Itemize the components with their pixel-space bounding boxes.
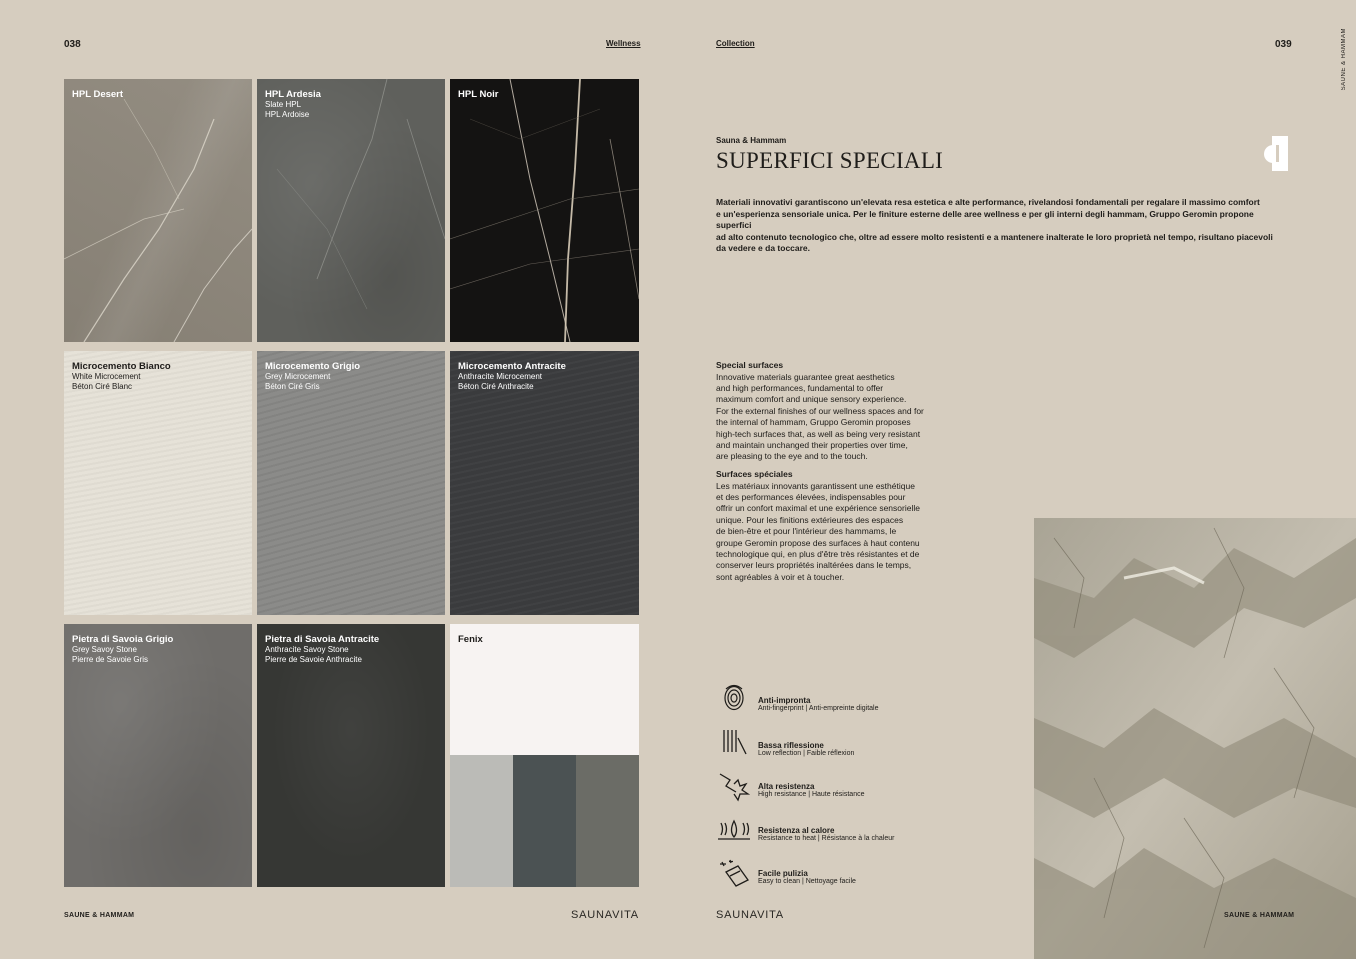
swatch-label bbox=[72, 362, 171, 392]
swatch-title: Microcemento Grigio bbox=[265, 361, 361, 372]
swatch-sub-fr: Béton Ciré Anthracite bbox=[458, 382, 534, 391]
low-reflection-icon bbox=[716, 728, 752, 760]
swatch-title: HPL Desert bbox=[72, 89, 124, 100]
feature-subtitle: Resistance to heat | Résistance à la chaleur bbox=[758, 835, 895, 842]
feature-heat-resistance bbox=[716, 815, 976, 849]
brand-logo-right: SAUNAVITA bbox=[716, 909, 784, 921]
swatch-sub-fr: Béton Ciré Gris bbox=[265, 382, 320, 391]
brand-logo-left: SAUNAVITA bbox=[571, 909, 639, 921]
english-paragraph bbox=[716, 372, 938, 463]
wellness-link[interactable]: Wellness bbox=[606, 39, 641, 48]
feature-title: Facile pulizia bbox=[758, 869, 808, 878]
swatch-sub-en: Slate HPL bbox=[265, 100, 302, 109]
feature-title: Bassa riflessione bbox=[758, 741, 824, 750]
fenix-color-dark-slate bbox=[513, 755, 576, 887]
swatch-title: Pietra di Savoia Grigio bbox=[72, 634, 174, 645]
footer-label-left: SAUNE & HAMMAM bbox=[64, 912, 135, 919]
swatch-sub-en: Grey Microcement bbox=[265, 372, 331, 381]
swatch-label bbox=[265, 635, 379, 665]
para-line: de bien-être et pour l'intérieur des hammams, le bbox=[716, 526, 897, 537]
swatch-sub-fr: Pierre de Savoie Gris bbox=[72, 655, 149, 664]
intro-line: Materiali innovativi garantiscono un'elevata resa estetica e alte performance, rivelandosi fondamentali per regalare il massimo comfort bbox=[716, 197, 1260, 207]
swatch-microcemento-grigio bbox=[257, 351, 445, 615]
page-number-left: 038 bbox=[64, 39, 81, 50]
feature-subtitle: Easy to clean | Nettoyage facile bbox=[758, 878, 856, 885]
section-kicker: Sauna & Hammam bbox=[716, 136, 787, 145]
swatch-hpl-noir bbox=[450, 79, 639, 342]
swatch-sub-en: Anthracite Microcement bbox=[458, 372, 543, 381]
collection-link[interactable]: Collection bbox=[716, 39, 755, 48]
fenix-color-olive-grey bbox=[576, 755, 639, 887]
swatch-title: Pietra di Savoia Antracite bbox=[265, 634, 380, 645]
swatch-hpl-desert bbox=[64, 79, 252, 342]
intro-line: da vedere e da toccare. bbox=[716, 243, 811, 253]
feature-easy-clean bbox=[716, 858, 976, 892]
fenix-color-light-grey bbox=[450, 755, 513, 887]
para-line: conserver leurs propriétés inaltérées dans le temps, bbox=[716, 560, 912, 571]
feature-title: Anti-impronta bbox=[758, 696, 811, 705]
feature-low-reflection bbox=[716, 728, 976, 762]
swatch-pietra-savoia-antracite bbox=[257, 624, 445, 887]
feature-title: Alta resistenza bbox=[758, 782, 815, 791]
para-line: and maintain unchanged their properties over time, bbox=[716, 439, 908, 450]
feature-title: Resistenza al calore bbox=[758, 826, 835, 835]
english-block bbox=[716, 360, 938, 463]
footer-label-right: SAUNE & HAMMAM bbox=[1224, 912, 1295, 919]
swatch-sub-en: White Microcement bbox=[72, 372, 141, 381]
swatch-label bbox=[458, 635, 483, 645]
swatch-label bbox=[265, 362, 360, 392]
swatch-label bbox=[72, 90, 123, 100]
fingerprint-icon bbox=[716, 683, 752, 715]
para-line: Innovative materials guarantee great aesthetics bbox=[716, 371, 895, 382]
para-line: groupe Geromin propose des surfaces à haut contenu bbox=[716, 537, 920, 548]
page-title: SUPERFICI SPECIALI bbox=[716, 148, 944, 173]
para-line: technologique qui, en plus d'être très résistantes et de bbox=[716, 548, 920, 559]
intro-line: ad alto contenuto tecnologico che, oltre ad essere molto resistenti e a mantenere inalterate le loro proprietà nel tempo, risultano piacevoli bbox=[716, 231, 1273, 242]
swatch-title: Microcemento Bianco bbox=[72, 361, 171, 372]
swatch-label bbox=[458, 90, 498, 100]
feature-anti-fingerprint bbox=[716, 683, 976, 717]
para-line: unique. Pour les finitions extérieures des espaces bbox=[716, 514, 904, 525]
para-line: Les matériaux innovants garantissent une esthétique bbox=[716, 480, 915, 491]
swatch-sub-en: Grey Savoy Stone bbox=[72, 645, 137, 654]
para-line: the internal of hammam, Gruppo Geromin proposes bbox=[716, 417, 911, 428]
french-paragraph bbox=[716, 481, 938, 584]
para-line: offrir un confort maximal et une expérience sensorielle bbox=[716, 503, 920, 514]
feature-high-resistance bbox=[716, 770, 976, 804]
swatch-microcemento-bianco bbox=[64, 351, 252, 615]
swatch-microcemento-antracite bbox=[450, 351, 639, 615]
feature-subtitle: Low reflection | Faible réflexion bbox=[758, 750, 855, 757]
para-line: high-tech surfaces that, as well as being very resistant bbox=[716, 428, 921, 439]
brand-mark-icon bbox=[1264, 136, 1288, 171]
stone-texture-photo bbox=[1034, 518, 1356, 959]
swatch-sub-fr: Béton Ciré Blanc bbox=[72, 382, 133, 391]
para-line: maximum comfort and unique sensory experience. bbox=[716, 394, 907, 405]
swatch-pietra-savoia-grigio bbox=[64, 624, 252, 887]
page-number-right: 039 bbox=[1275, 39, 1292, 50]
swatch-title: HPL Noir bbox=[458, 89, 499, 100]
intro-paragraph bbox=[716, 197, 1291, 255]
para-line: sont agréables à voir et à toucher. bbox=[716, 571, 845, 582]
swatch-label bbox=[265, 90, 321, 120]
swatch-sub-en: Anthracite Savoy Stone bbox=[265, 645, 349, 654]
veining-texture bbox=[64, 79, 252, 342]
english-heading: Special surfaces bbox=[716, 360, 784, 370]
swatch-label bbox=[458, 362, 566, 392]
feature-subtitle: Anti-fingerprint | Anti-empreinte digitale bbox=[758, 705, 879, 712]
swatch-title: HPL Ardesia bbox=[265, 89, 321, 100]
impact-resistance-icon bbox=[716, 770, 752, 802]
swatch-title: Microcemento Antracite bbox=[458, 361, 566, 372]
intro-line: e un'esperienza sensoriale unica. Per le finiture esterne delle aree wellness e per gli interni degli hammam, Gruppo Geromin propone superfici bbox=[716, 208, 1254, 230]
swatch-sub-fr: HPL Ardoise bbox=[265, 110, 310, 119]
swatch-hpl-ardesia bbox=[257, 79, 445, 342]
veining-texture bbox=[450, 79, 639, 342]
swatch-label bbox=[72, 635, 173, 665]
side-running-label: SAUNE & HAMMAM bbox=[1341, 28, 1347, 91]
feature-subtitle: High resistance | Haute résistance bbox=[758, 791, 865, 798]
swatch-title: Fenix bbox=[458, 634, 483, 645]
heat-resistance-icon bbox=[716, 815, 752, 847]
stone-photo-image bbox=[1034, 518, 1356, 959]
swatch-sub-fr: Pierre de Savoie Anthracite bbox=[265, 655, 362, 664]
para-line: For the external finishes of our wellness spaces and for bbox=[716, 405, 924, 416]
french-heading: Surfaces spéciales bbox=[716, 469, 793, 479]
french-block bbox=[716, 469, 938, 583]
para-line: are pleasing to the eye and to the touch. bbox=[716, 451, 868, 462]
para-line: et des performances élevées, indispensables pour bbox=[716, 491, 906, 502]
easy-clean-icon bbox=[716, 858, 752, 890]
swatch-fenix bbox=[450, 624, 639, 887]
para-line: and high performances, fundamental to offer bbox=[716, 382, 884, 393]
